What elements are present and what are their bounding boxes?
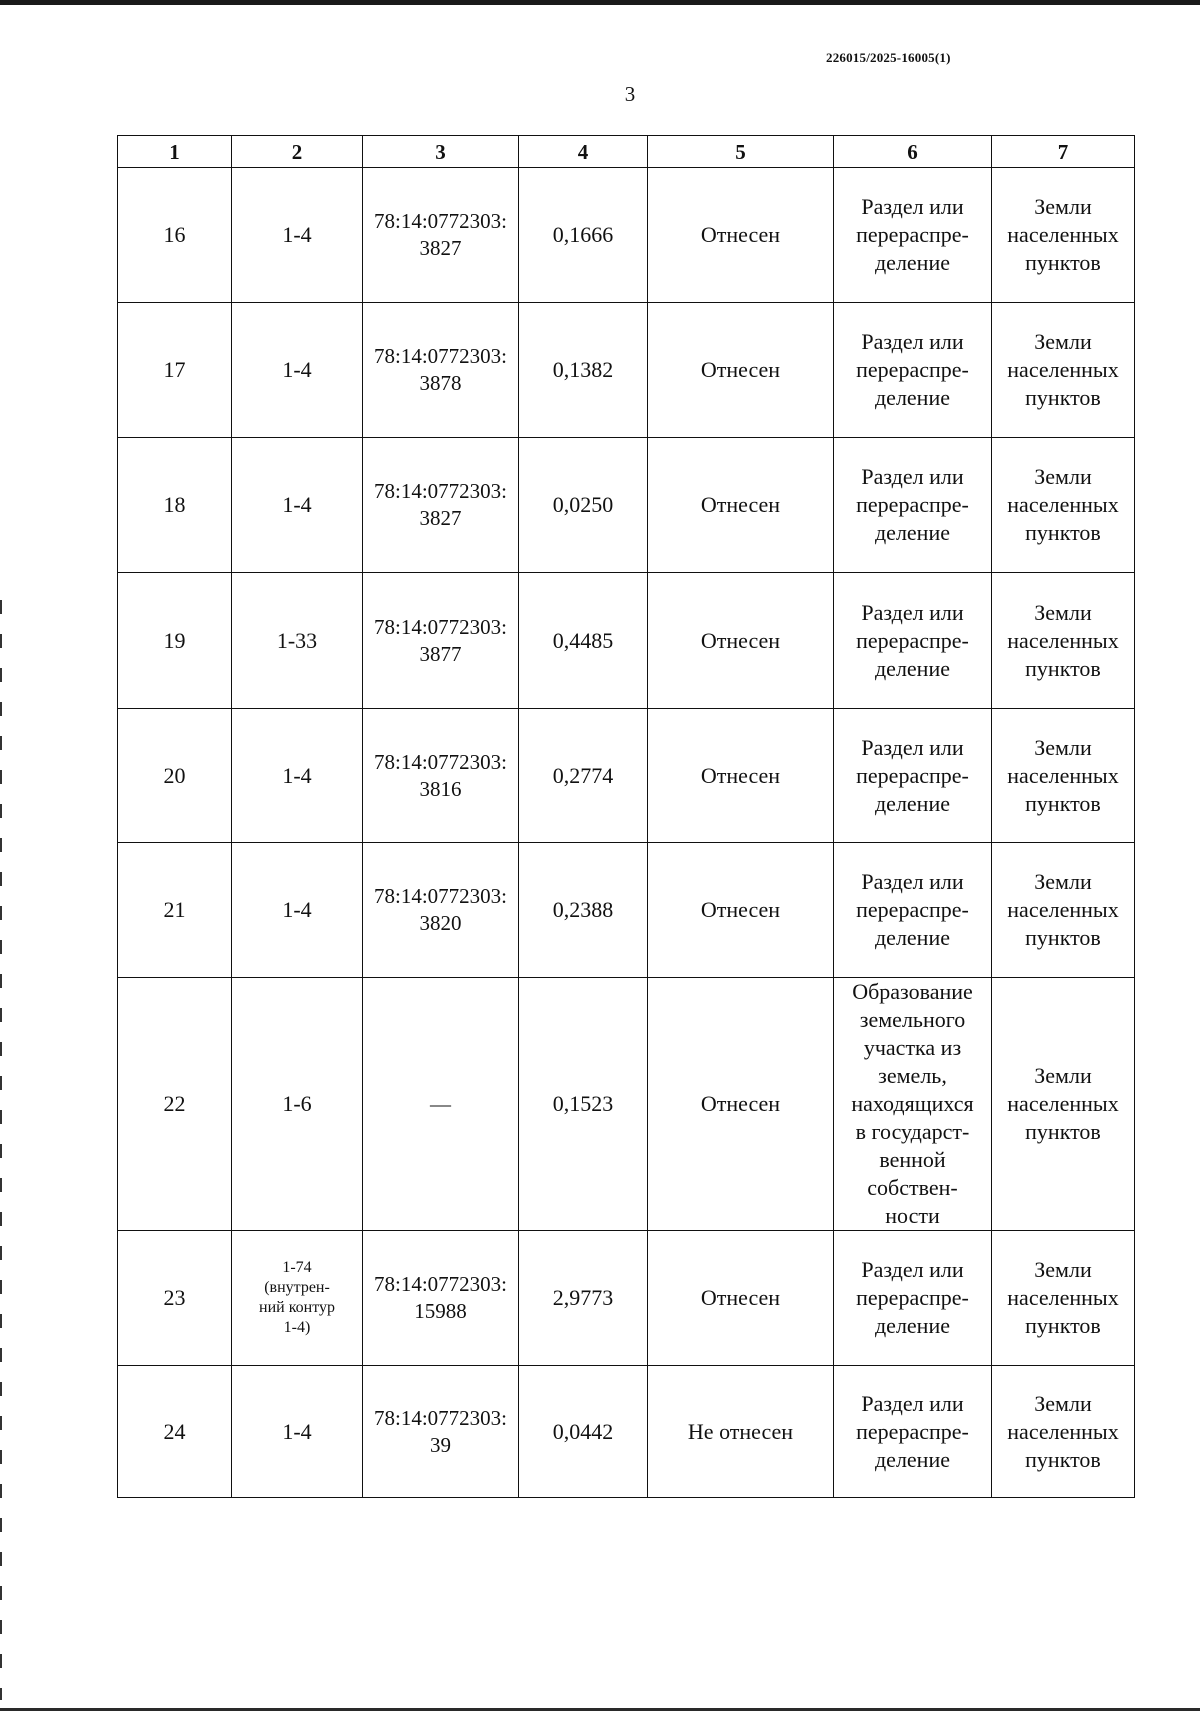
points-cell: 1-4 <box>232 1366 363 1498</box>
column-header: 2 <box>232 136 363 168</box>
cadastral-number-cell: 78:14:0772303: 3877 <box>363 573 519 709</box>
formation-method-cell: Раздел или перераспре- деление <box>834 709 992 843</box>
status-cell: Отнесен <box>648 1231 834 1366</box>
points-cell: 1-4 <box>232 168 363 303</box>
area-cell: 2,9773 <box>519 1231 648 1366</box>
area-cell: 0,0442 <box>519 1366 648 1498</box>
column-header: 3 <box>363 136 519 168</box>
land-category-cell: Земли населенных пунктов <box>992 1366 1135 1498</box>
row-number-cell: 18 <box>118 438 232 573</box>
table-body <box>118 168 1135 1498</box>
table-row <box>118 573 1135 709</box>
cadastral-number-cell: 78:14:0772303: 39 <box>363 1366 519 1498</box>
land-category-cell: Земли населенных пунктов <box>992 843 1135 978</box>
table-row <box>118 303 1135 438</box>
area-cell: 0,1523 <box>519 978 648 1231</box>
row-number-cell: 24 <box>118 1366 232 1498</box>
land-plots-table <box>117 135 1135 1498</box>
column-header: 6 <box>834 136 992 168</box>
status-cell: Отнесен <box>648 438 834 573</box>
cadastral-number-cell: 78:14:0772303: 3827 <box>363 438 519 573</box>
status-cell: Отнесен <box>648 168 834 303</box>
scan-edge-top <box>0 0 1200 5</box>
area-cell: 0,2774 <box>519 709 648 843</box>
formation-method-cell: Раздел или перераспре- деление <box>834 438 992 573</box>
area-cell: 0,1666 <box>519 168 648 303</box>
cadastral-number-cell: 78:14:0772303: 3816 <box>363 709 519 843</box>
area-cell: 0,0250 <box>519 438 648 573</box>
land-category-cell: Земли населенных пунктов <box>992 168 1135 303</box>
area-cell: 0,2388 <box>519 843 648 978</box>
land-category-cell: Земли населенных пунктов <box>992 1231 1135 1366</box>
row-number-cell: 23 <box>118 1231 232 1366</box>
status-cell: Не отнесен <box>648 1366 834 1498</box>
points-cell: 1-4 <box>232 303 363 438</box>
table-row <box>118 1366 1135 1498</box>
formation-method-cell: Раздел или перераспре- деление <box>834 303 992 438</box>
row-number-cell: 16 <box>118 168 232 303</box>
points-cell: 1-6 <box>232 978 363 1231</box>
points-cell: 1-33 <box>232 573 363 709</box>
status-cell: Отнесен <box>648 978 834 1231</box>
land-category-cell: Земли населенных пунктов <box>992 573 1135 709</box>
cadastral-number-cell: 78:14:0772303: 3820 <box>363 843 519 978</box>
column-header: 1 <box>118 136 232 168</box>
points-cell: 1-4 <box>232 709 363 843</box>
points-cell: 1-74 (внутрен- ний контур 1-4) <box>232 1231 363 1366</box>
land-category-cell: Земли населенных пунктов <box>992 303 1135 438</box>
points-cell: 1-4 <box>232 438 363 573</box>
row-number-cell: 19 <box>118 573 232 709</box>
cadastral-number-cell: — <box>363 978 519 1231</box>
formation-method-cell: Раздел или перераспре- деление <box>834 843 992 978</box>
table-row <box>118 709 1135 843</box>
table-row <box>118 438 1135 573</box>
cadastral-number-cell: 78:14:0772303: 3827 <box>363 168 519 303</box>
cadastral-number-cell: 78:14:0772303: 15988 <box>363 1231 519 1366</box>
document-number: 226015/2025-16005(1) <box>826 50 951 65</box>
page-number: 3 <box>624 82 636 106</box>
column-header: 7 <box>992 136 1135 168</box>
formation-method-cell: Раздел или перераспре- деление <box>834 573 992 709</box>
formation-method-cell: Раздел или перераспре- деление <box>834 1231 992 1366</box>
row-number-cell: 22 <box>118 978 232 1231</box>
points-cell: 1-4 <box>232 843 363 978</box>
table-row <box>118 168 1135 303</box>
scan-edge-left <box>0 600 2 1700</box>
status-cell: Отнесен <box>648 573 834 709</box>
table-header-row <box>118 136 1135 168</box>
row-number-cell: 17 <box>118 303 232 438</box>
table-row <box>118 1231 1135 1366</box>
land-category-cell: Земли населенных пунктов <box>992 438 1135 573</box>
cadastral-number-cell: 78:14:0772303: 3878 <box>363 303 519 438</box>
land-category-cell: Земли населенных пунктов <box>992 978 1135 1231</box>
row-number-cell: 21 <box>118 843 232 978</box>
area-cell: 0,1382 <box>519 303 648 438</box>
land-category-cell: Земли населенных пунктов <box>992 709 1135 843</box>
formation-method-cell: Раздел или перераспре- деление <box>834 1366 992 1498</box>
column-header: 4 <box>519 136 648 168</box>
column-header: 5 <box>648 136 834 168</box>
status-cell: Отнесен <box>648 843 834 978</box>
area-cell: 0,4485 <box>519 573 648 709</box>
formation-method-cell: Раздел или перераспре- деление <box>834 168 992 303</box>
scan-edge-bottom <box>0 1708 1200 1711</box>
formation-method-cell: Образование земельного участка из земель, находящихся в государст- венной собствен- ности <box>834 978 992 1231</box>
status-cell: Отнесен <box>648 303 834 438</box>
row-number-cell: 20 <box>118 709 232 843</box>
table-row <box>118 843 1135 978</box>
table-row <box>118 978 1135 1231</box>
status-cell: Отнесен <box>648 709 834 843</box>
